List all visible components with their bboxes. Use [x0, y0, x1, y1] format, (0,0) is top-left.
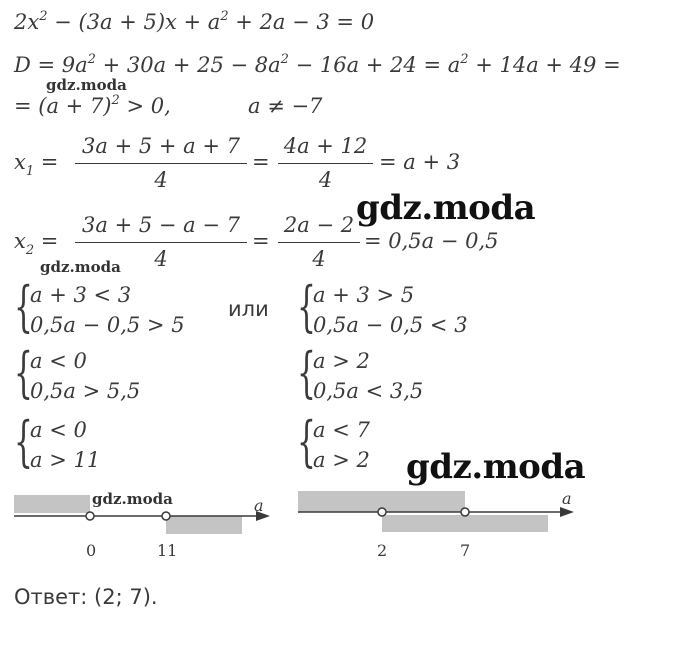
x2-result: = 0,5a − 0,5: [364, 229, 499, 253]
x1-numerator-2: 4a + 12: [283, 134, 368, 158]
left-tick-0: 0: [86, 541, 97, 560]
left-axis-label: a: [254, 496, 264, 515]
left-point-11: [162, 512, 170, 520]
right-brace-1: {: [297, 275, 316, 338]
left-point-0: [86, 512, 94, 520]
x2-label: $x_2$ =: [14, 229, 59, 258]
right-point-2: [378, 508, 386, 516]
system1-left-row1: a + 3 < 3: [30, 283, 132, 307]
system2-left-row2: 0,5a > 5,5: [30, 379, 141, 403]
solution-page: $2x^2 - (3a + 5)x + a^2 + 2a - 3 = 0$ $D = 9a^2 + 30a + 25 - 8a^2 - 16a + 24 = a^2 + 14a + 49$ = = $(a + 7)^2 > 0$, a ≠ −7 $x_1$ = 3a + 5 + a + 7 4 = 4a + 12 4 = a + 3 $x_2$ = 3a + 5 − a − 7 4 = 2a − 2 4 = 0,5a − 0,5 { a + 3 < 3 0,5a − 0,5 > 5 или { a + 3 > 5 0,5a − 0,5 < 3 { a < 0 0,5a > 5,5 { a > 2 0,5a < 3,5 { a < 0 a > 11 { a < 7 a > 2 a 0 11 a 2 7 Ответ: (2; 7). gdz.moda gdz.moda gdz.moda gdz.moda gdz.moda: [0, 0, 697, 657]
system3-left-row2: a > 11: [30, 448, 101, 472]
x2-denominator-2: 4: [312, 247, 326, 271]
system1-left-row2: 0,5a − 0,5 > 5: [30, 313, 185, 337]
watermark-logo: gdz.moda: [40, 258, 121, 276]
left-brace-3: {: [14, 410, 33, 473]
right-brace-2: {: [297, 341, 316, 404]
x2-numerator-1: 3a + 5 − a − 7: [82, 213, 240, 237]
right-tick-2: 2: [377, 541, 388, 560]
or-word: или: [228, 297, 269, 321]
right-brace-3: {: [297, 410, 316, 473]
answer-text: Ответ: (2; 7).: [14, 585, 158, 609]
x1-fraction-1: [75, 136, 247, 191]
x2-denominator-1: 4: [154, 247, 168, 271]
equation-line: $2x^2 - (3a + 5)x + a^2 + 2a - 3 = 0$: [14, 9, 375, 34]
system3-right-row1: a < 7: [313, 418, 370, 442]
right-axis-label: a: [562, 489, 572, 508]
x1-numerator-1: 3a + 5 + a + 7: [82, 134, 240, 158]
right-number-line: [290, 485, 590, 560]
left-brace-1: {: [14, 275, 33, 338]
discriminant-line: $D = 9a^2 + 30a + 25 - 8a^2 - 16a + 24 = a^2 + 14a + 49$ =: [14, 52, 621, 77]
x1-denominator-2: 4: [318, 168, 333, 192]
watermark-logo: gdz.moda: [356, 188, 536, 228]
x1-fraction-2: [278, 136, 373, 191]
system3-left-row1: a < 0: [30, 418, 87, 442]
left-tick-11: 11: [157, 541, 178, 560]
system2-right-row2: 0,5a < 3,5: [313, 379, 424, 403]
x2-fraction-2: [278, 215, 360, 270]
right-shade-above-2: [382, 515, 548, 532]
left-brace-2: {: [14, 341, 33, 404]
system1-right-row1: a + 3 > 5: [313, 283, 415, 307]
watermark-logo: gdz.moda: [46, 76, 127, 94]
system2-left-row1: a < 0: [30, 349, 87, 373]
x2-numerator-2: 2a − 2: [283, 213, 355, 237]
x1-denominator-1: 4: [154, 168, 168, 192]
x1-label: $x_1$ =: [14, 150, 59, 179]
discriminant-square-line: = $(a + 7)^2 > 0$,: [14, 93, 171, 118]
system3-right-row2: a > 2: [313, 448, 370, 472]
right-axis-arrow: [560, 507, 574, 517]
watermark-logo: gdz.moda: [406, 447, 586, 487]
right-tick-7: 7: [460, 541, 471, 560]
x1-result: = a + 3: [379, 150, 461, 174]
system1-right-row2: 0,5a − 0,5 < 3: [313, 313, 468, 337]
left-shade-above-11: [166, 516, 242, 534]
left-shade-below-0: [14, 495, 90, 513]
right-point-7: [461, 508, 469, 516]
system2-right-row1: a > 2: [313, 349, 370, 373]
watermark-logo: gdz.moda: [92, 490, 173, 508]
discriminant-condition: a ≠ −7: [248, 94, 323, 118]
